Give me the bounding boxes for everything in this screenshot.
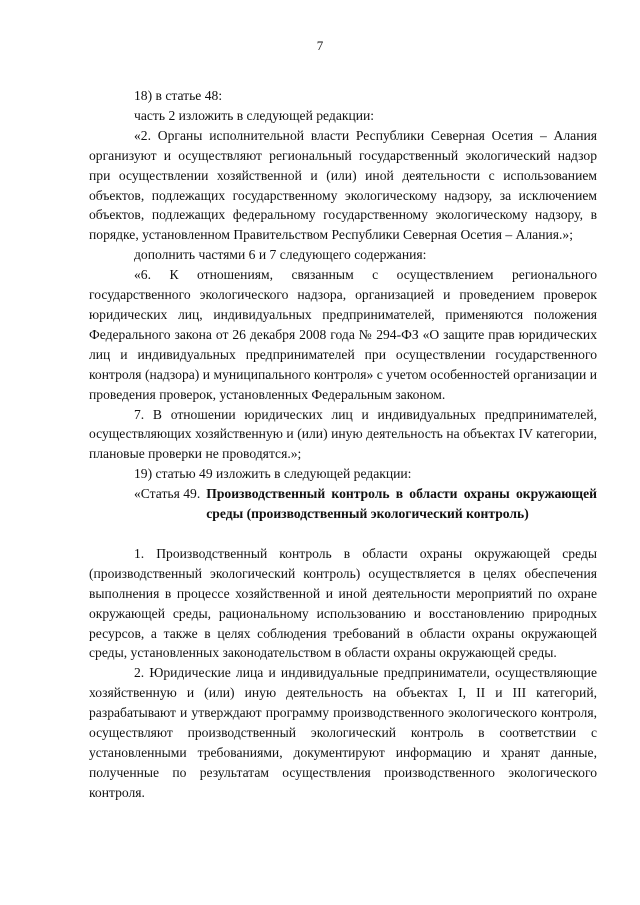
paragraph-add-parts-instruction: дополнить частями 6 и 7 следующего содержания: [134,247,427,263]
page-number: 7 [316,38,324,53]
article-49-heading [89,484,597,524]
paragraph-part-6-text: «6. К отношениям, связанным с осуществлением регионального государственного экологического надзора, организацией и проведением проверок юридических лиц, индивидуальных предпринимателей, применяются положения Федерального закона от 26 декабря 2008 года № 294-ФЗ «О защите прав юридических лиц и индивидуальных предпринимателей при осуществлении государственного контроля (надзора) и муниципального контроля» с учетом особенностей организации и проведения проверок, установленных Федеральным законом. [89,267,597,402]
paragraph-part-2-text: «2. Органы исполнительной власти Республики Северная Осетия – Алания организуют и осуществляют региональный государственный экологический надзор при осуществлении хозяйственной и (или) иной деятельности с использованием объектов, подлежащих государственному экологическому надзору, за исключением объектов, подлежащих федеральному государственному экологическому надзору, в порядке, установленном Правительством Республики Северная Осетия – Алания.»; [89,127,597,243]
document-body [89,86,597,803]
paragraph-article-48-item: 18) в статье 48: [134,88,223,103]
paragraph-part-7-text: 7. В отношении юридических лиц и индивидуальных предпринимателей, осуществляющих хозяйственную и (или) иную деятельность на объектах IV категории, плановые проверки не проводятся.»; [89,406,597,462]
paragraph-article-49-part-2: 2. Юридические лица и индивидуальные предприниматели, осуществляющие хозяйственную и (или) иную деятельность на объектах I, II и III категорий, разрабатывают и утверждают программу производственного экологического контроля, осуществляют производственный экологический контроль в соответствии с установленными требованиями, документируют информацию и хранят данные, полученные по результатам осуществления производственного экологического контроля. [89,665,597,800]
article-49-heading-title: Производственный контроль в области охраны окружающей среды (производственный экологический контроль) [206,486,597,522]
article-49-heading-prefix: «Статья 49. [134,486,201,502]
paragraph-part-2-instruction: часть 2 изложить в следующей редакции: [134,107,375,123]
spacer [89,524,597,544]
paragraph-article-49-part-1: 1. Производственный контроль в области охраны окружающей среды (производственный экологический контроль) осуществляется в целях обеспечения выполнения в процессе хозяйственной и иной деятельности мероприятий по охране окружающей среды, рациональному использованию и восстановлению природных ресурсов, а также в целях соблюдения требований в области охраны окружающей среды, установленных законодательством в области охраны окружающей среды. [89,545,597,661]
paragraph-article-49-item: 19) статью 49 изложить в следующей редакции: [134,466,412,482]
